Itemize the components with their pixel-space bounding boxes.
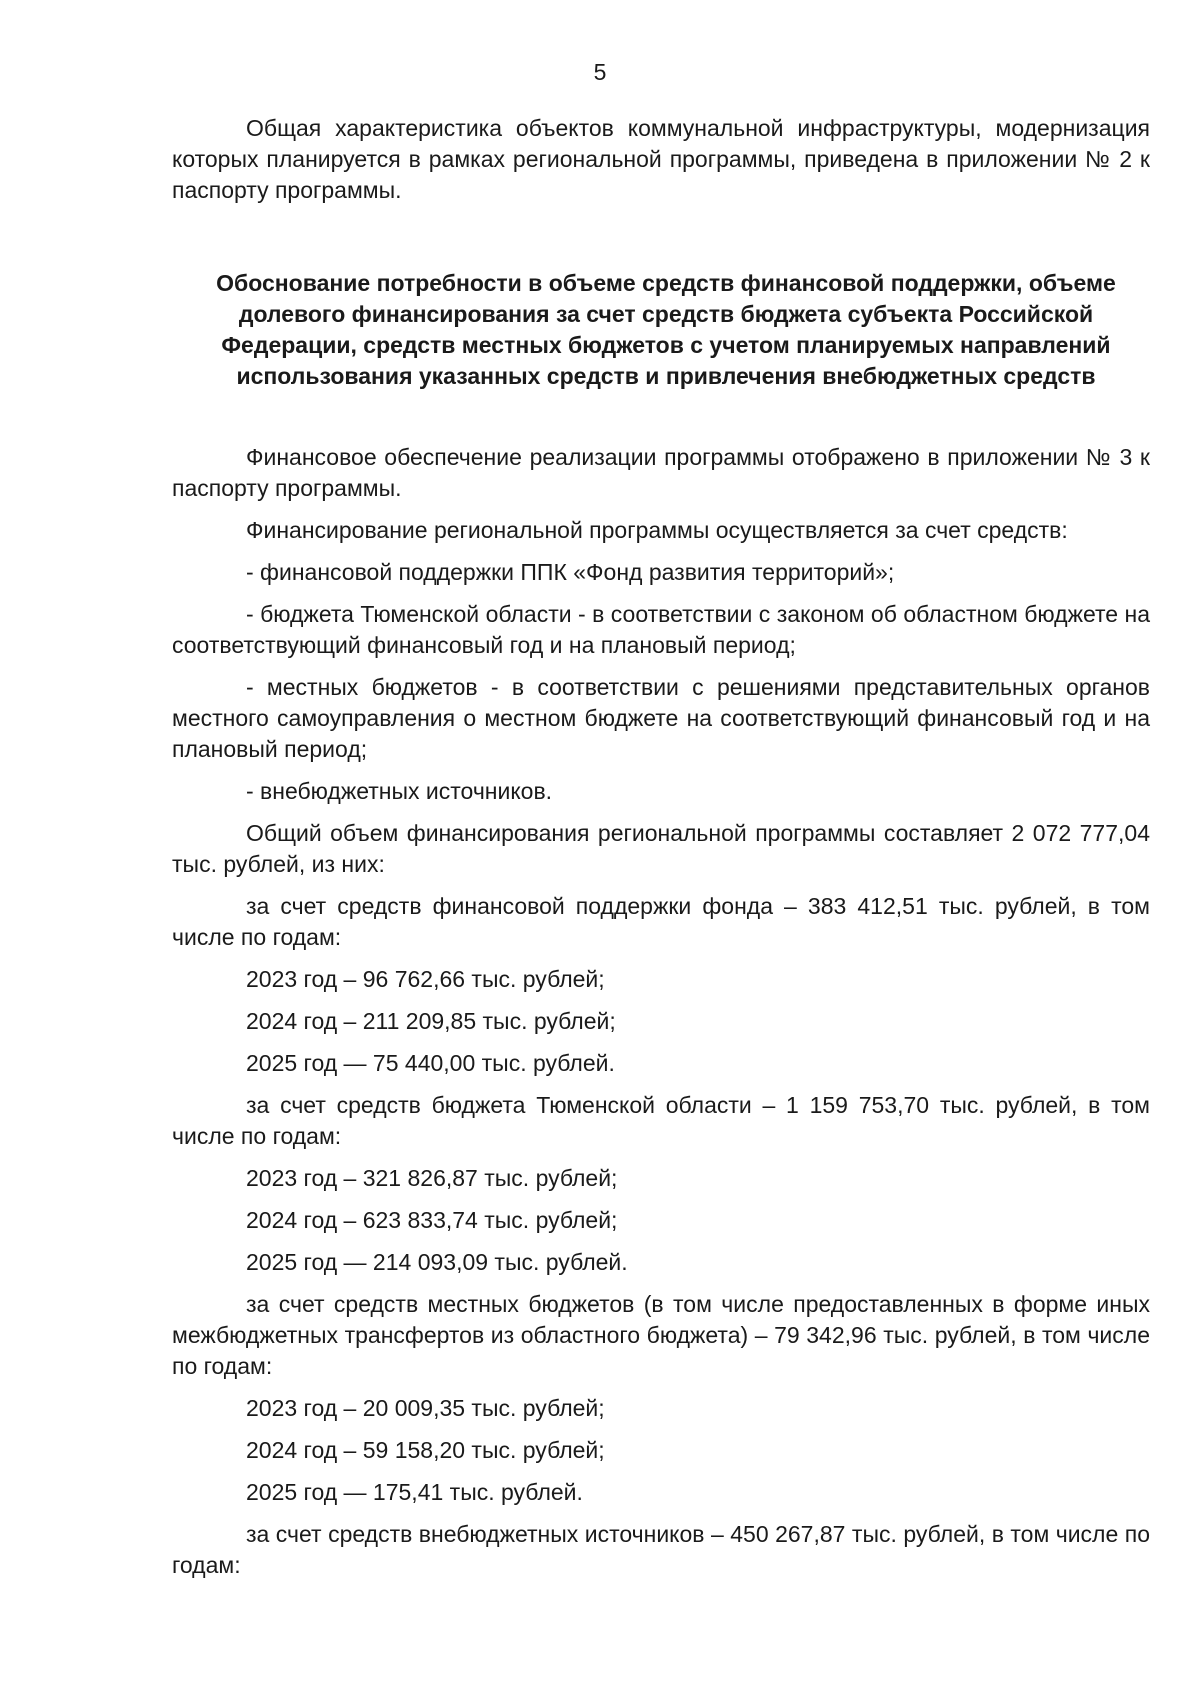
- list-item: - внебюджетных источников.: [246, 778, 553, 804]
- year-amount: 2025 год — 175,41 тыс. рублей.: [246, 1479, 583, 1505]
- year-amount: 2024 год – 59 158,20 тыс. рублей;: [246, 1437, 605, 1463]
- year-amount: 2024 год – 623 833,74 тыс. рублей;: [246, 1207, 618, 1233]
- paragraph: Общий объем финансирования региональной программы составляет 2 072 777,04 тыс. рублей, из них:: [172, 820, 1150, 877]
- intro-paragraph: Общая характеристика объектов коммунальной инфраструктуры, модернизация которых планируется в рамках региональной программы, приведена в приложении № 2 к паспорту программы.: [172, 115, 1150, 203]
- year-amount: 2025 год — 214 093,09 тыс. рублей.: [246, 1249, 628, 1275]
- paragraph: за счет средств финансовой поддержки фонда – 383 412,51 тыс. рублей, в том числе по годам:: [172, 893, 1150, 950]
- paragraph: Финансирование региональной программы осуществляется за счет средств:: [246, 517, 1068, 543]
- paragraph: Финансовое обеспечение реализации программы отображено в приложении № 3 к паспорту программы.: [172, 444, 1150, 501]
- year-amount: 2024 год – 211 209,85 тыс. рублей;: [246, 1008, 616, 1034]
- year-amount: 2023 год – 321 826,87 тыс. рублей;: [246, 1165, 618, 1191]
- list-item: - финансовой поддержки ППК «Фонд развития территорий»;: [246, 559, 895, 585]
- page-number: 5: [593, 59, 607, 85]
- paragraph: за счет средств внебюджетных источников – 450 267,87 тыс. рублей, в том числе по годам:: [172, 1521, 1150, 1578]
- year-amount: 2023 год – 96 762,66 тыс. рублей;: [246, 966, 605, 992]
- paragraph: за счет средств местных бюджетов (в том числе предоставленных в форме иных межбюджетных трансфертов из областного бюджета) – 79 342,96 тыс. рублей, в том числе по годам:: [172, 1291, 1150, 1379]
- year-amount: 2023 год – 20 009,35 тыс. рублей;: [246, 1395, 605, 1421]
- paragraph: за счет средств бюджета Тюменской области – 1 159 753,70 тыс. рублей, в том числе по годам:: [172, 1092, 1150, 1149]
- section-heading: Обоснование потребности в объеме средств финансовой поддержки, объеме долевого финансирования за счет средств бюджета субъекта Российской Федерации, средств местных бюджетов с учетом планируемых направлений использования указанных средств и привлечения внебюджетных средств: [216, 270, 1116, 389]
- year-amount: 2025 год — 75 440,00 тыс. рублей.: [246, 1050, 615, 1076]
- list-item: - местных бюджетов - в соответствии с решениями представительных органов местного самоуправления о местном бюджете на соответствующий финансовый год и на плановый период;: [172, 674, 1150, 762]
- document-body: [172, 113, 1150, 1581]
- list-item: - бюджета Тюменской области - в соответствии с законом об областном бюджете на соответствующий финансовый год и на плановый период;: [172, 601, 1150, 658]
